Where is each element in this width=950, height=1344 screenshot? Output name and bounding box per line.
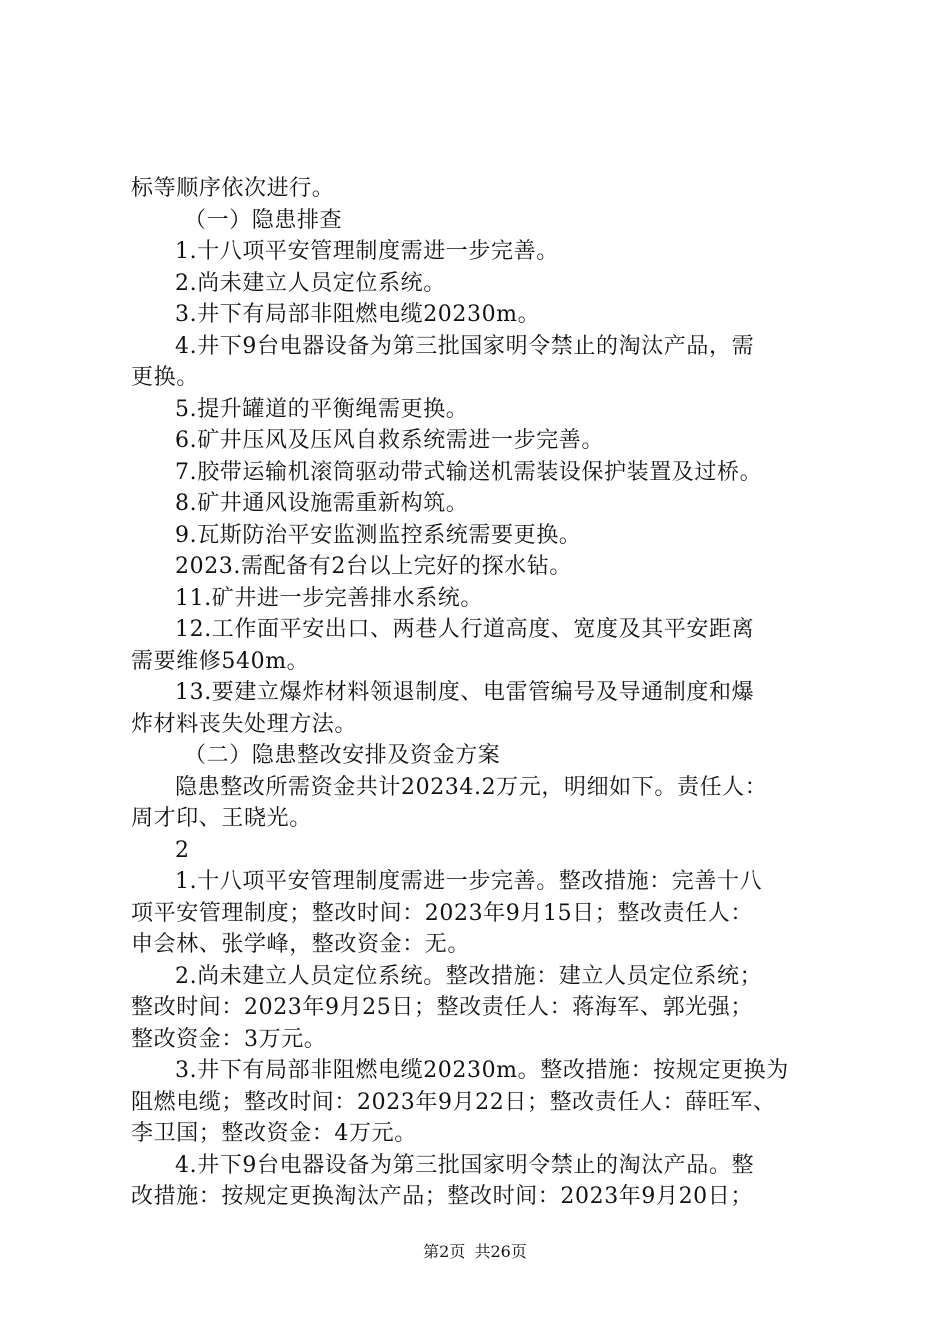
text-line: 6.矿井压风及压风自救系统需进一步完善。 bbox=[175, 428, 604, 453]
text-line: 申会林、张学峰，整改资金：无。 bbox=[131, 932, 471, 957]
text-line: 2 bbox=[175, 837, 190, 863]
page-footer bbox=[0, 1242, 950, 1262]
text-line: 13.要建立爆炸材料领退制度、电雷管编号及导通制度和爆 bbox=[175, 680, 755, 705]
text-line: 李卫国；整改资金：4万元。 bbox=[131, 1121, 417, 1146]
page-total: 共26页 bbox=[474, 1242, 527, 1261]
text-line: 2023.需配备有2台以上完好的探水钻。 bbox=[175, 554, 572, 579]
text-line: 8.矿井通风设施需重新构筑。 bbox=[175, 491, 469, 516]
text-line: （二）隐患整改安排及资金方案 bbox=[184, 743, 501, 768]
text-line: 7.胶带运输机滚筒驱动带式输送机需装设保护装置及过桥。 bbox=[175, 459, 763, 485]
text-line: 11.矿井进一步完善排水系统。 bbox=[175, 585, 483, 611]
text-line: 2.尚未建立人员定位系统。 bbox=[175, 270, 446, 296]
text-line: 周才印、王晓光。 bbox=[131, 806, 312, 831]
text-line: 炸材料丧失处理方法。 bbox=[131, 711, 358, 737]
text-line: 标等顺序依次进行。 bbox=[131, 176, 335, 201]
text-line: 阻燃电缆；整改时间：2023年9月22日；整改责任人：薛旺军、 bbox=[131, 1089, 776, 1115]
text-line: 1.十八项平安管理制度需进一步完善。整改措施：完善十八 bbox=[175, 869, 763, 894]
text-line: 4.井下9台电器设备为第三批国家明令禁止的淘汰产品，需 bbox=[175, 333, 755, 359]
text-line: 整改时间：2023年9月25日；整改责任人：蒋海军、郭光强； bbox=[131, 995, 753, 1020]
text-line: 1.十八项平安管理制度需进一步完善。 bbox=[175, 239, 559, 264]
text-line: 需要维修540m。 bbox=[131, 648, 310, 674]
text-line: 4.井下9台电器设备为第三批国家明令禁止的淘汰产品。整 bbox=[175, 1152, 755, 1178]
text-line: 改措施：按规定更换淘汰产品；整改时间：2023年9月20日； bbox=[131, 1184, 753, 1209]
text-line: 2.尚未建立人员定位系统。整改措施：建立人员定位系统； bbox=[175, 963, 763, 989]
text-line: 3.井下有局部非阻燃电缆20230m。 bbox=[175, 302, 541, 327]
text-line: （一）隐患排查 bbox=[184, 207, 343, 233]
text-line: 隐患整改所需资金共计20234.2万元，明细如下。责任人： bbox=[175, 774, 768, 800]
text-line: 项平安管理制度；整改时间：2023年9月15日；整改责任人： bbox=[131, 900, 753, 926]
document-body bbox=[131, 173, 831, 1213]
text-line: 整改资金：3万元。 bbox=[131, 1026, 327, 1052]
text-line: 12.工作面平安出口、两巷人行道高度、宽度及其平安距离 bbox=[175, 617, 755, 642]
page-number: 第2页 bbox=[423, 1242, 466, 1261]
text-line: 3.井下有局部非阻燃电缆20230m。整改措施：按规定更换为 bbox=[175, 1058, 789, 1083]
text-line: 5.提升罐道的平衡绳需更换。 bbox=[175, 396, 469, 422]
text-line: 9.瓦斯防治平安监测监控系统需要更换。 bbox=[175, 522, 582, 548]
text-line: 更换。 bbox=[131, 365, 199, 390]
